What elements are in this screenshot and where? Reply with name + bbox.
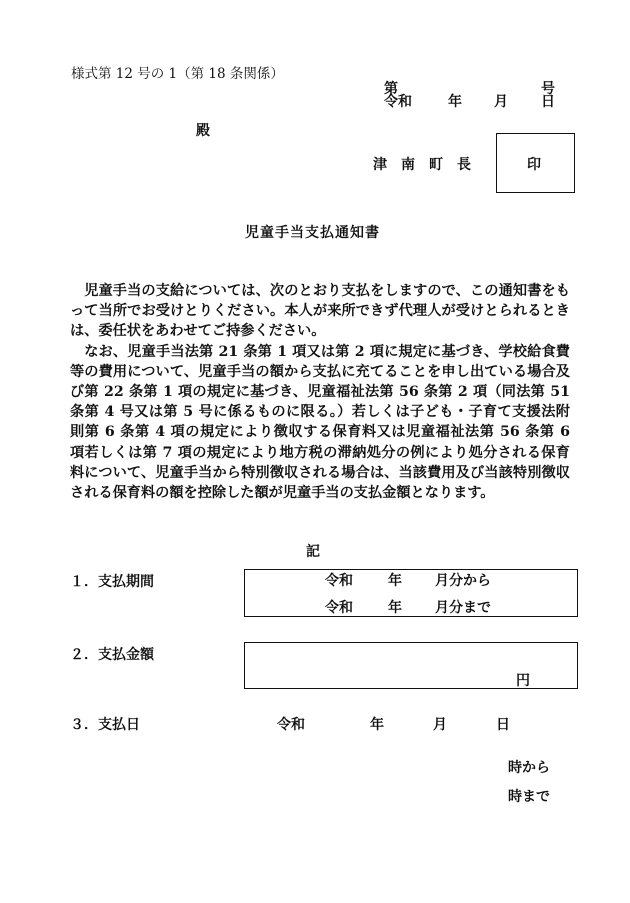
amount-label: ２．支払金額 bbox=[70, 647, 154, 663]
date-day: 日 bbox=[496, 717, 510, 733]
date-era: 令和 bbox=[277, 717, 305, 733]
amount-unit: 円 bbox=[516, 673, 530, 689]
notice-body bbox=[70, 281, 570, 503]
number-suffix: 号 bbox=[541, 81, 555, 97]
paragraph-1: 児童手当の支給については、次のとおり支払をしますので、この通知書をもって当所でお受けとりください。本人が来所できず代理人が受けとられるときは、委任状をあわせてご持参ください。 bbox=[70, 283, 570, 340]
period-box bbox=[244, 569, 578, 617]
period-label: １．支払期間 bbox=[70, 574, 154, 590]
period-to-era: 令和 bbox=[325, 600, 353, 616]
seal-mark: 印 bbox=[527, 157, 541, 173]
document-title: 児童手当支払通知書 bbox=[245, 225, 380, 241]
issue-date bbox=[384, 91, 564, 109]
issue-date-year: 年 bbox=[448, 94, 462, 110]
ki-heading: 記 bbox=[306, 544, 320, 560]
period-to-year: 年 bbox=[388, 600, 402, 616]
date-month: 月 bbox=[433, 717, 447, 733]
period-from-year: 年 bbox=[388, 573, 402, 589]
period-from-era: 令和 bbox=[325, 573, 353, 589]
addressee: 殿 bbox=[196, 123, 210, 139]
time-from: 時から bbox=[508, 760, 550, 776]
date-label: ３．支払日 bbox=[70, 717, 140, 733]
period-to-month: 月分まで bbox=[435, 600, 491, 616]
issue-date-era: 令和 bbox=[384, 94, 412, 110]
issue-date-day: 日 bbox=[541, 94, 555, 110]
issuer-name: 津南町長 bbox=[373, 157, 485, 173]
period-from-month: 月分から bbox=[435, 573, 491, 589]
form-id: 様式第 12 号の 1（第 18 条関係） bbox=[71, 66, 284, 82]
issue-date-month: 月 bbox=[494, 94, 508, 110]
time-to: 時まで bbox=[508, 789, 550, 805]
number-prefix: 第 bbox=[384, 81, 398, 97]
date-year: 年 bbox=[370, 717, 384, 733]
paragraph-2: なお、児童手当法第 21 条第 1 項又は第 2 項に規定に基づき、学校給食費等の費用について、児童手当の額から支払に充てることを申し出ている場合及び第 22 条第 1 項の規定に基づき、児童福祉法第 56 条第 2 項（同法第 51 条第 4 号又は第 5 号に係るものに限る。）若しくは子ども・子育て支援法附則第 6 条第 4 項の規定により徴収する保育料又は児童福祉法第 56 条第 6 項若しくは第 7 項の規定により地方税の滞納処分の例により処分される保育料について、児童手当から特別徴収される場合は、当該費用及び当該特別徴収される保育料の額を控除した額が児童手当の支払金額となります。 bbox=[70, 343, 570, 502]
